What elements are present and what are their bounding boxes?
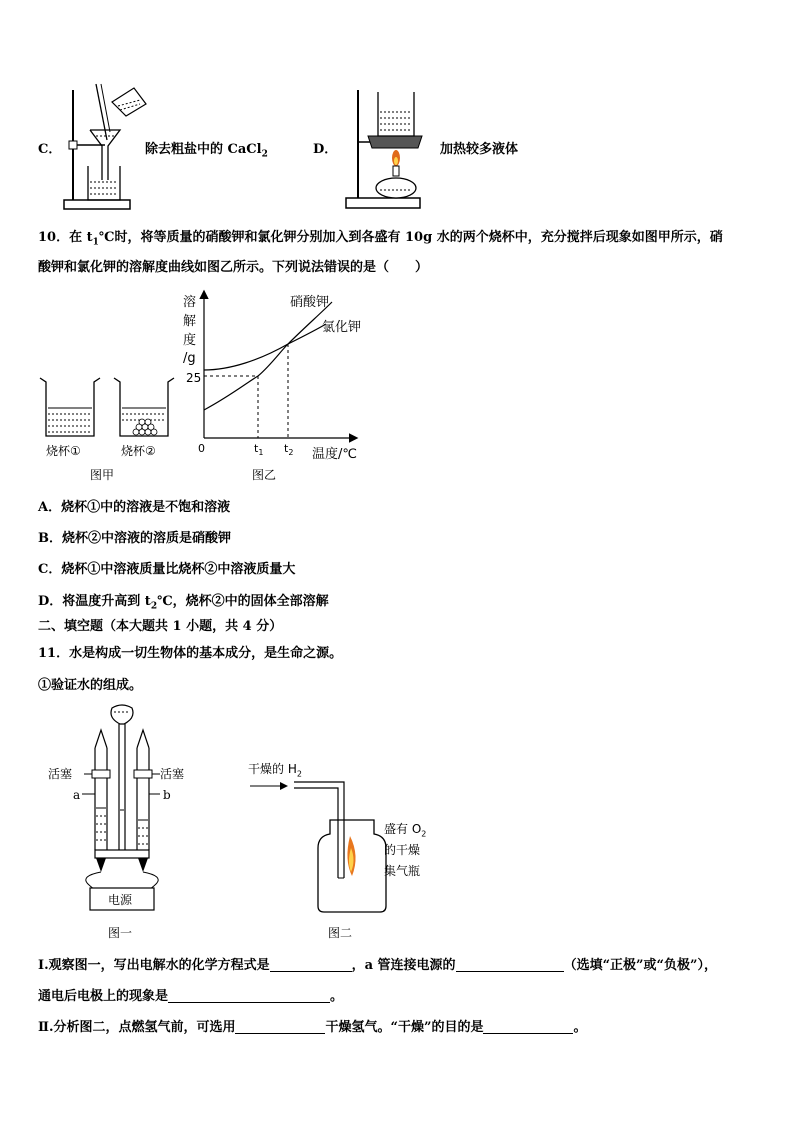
- q10-option-c: C．烧杯①中溶液质量比烧杯②中溶液质量大: [38, 562, 296, 577]
- option-c-text: 除去粗盐中的 CaCl$_2$: [145, 142, 268, 160]
- option-d-letter: D．: [313, 142, 338, 157]
- ylabel-char: /g: [183, 351, 196, 366]
- beaker2-label: 烧杯②: [121, 444, 156, 458]
- t1-label: $t_1$: [254, 442, 264, 457]
- filtration-apparatus-figure: [60, 82, 152, 214]
- figure1-caption: 图一: [108, 926, 133, 940]
- q10-option-d: D．将温度升高到 $t_2℃$，烧杯②中的固体全部溶解: [38, 594, 329, 612]
- section-heading: 二、填空题（本大题共 1 小题，共 4 分）: [38, 619, 283, 634]
- part2-line: Ⅱ.分析图二，点燃氢气前，可选用 干燥氢气。“干燥”的目的是 。: [38, 1020, 587, 1035]
- solubility-chart: [180, 286, 380, 466]
- q10-option-b: B．烧杯②中溶液的溶质是硝酸钾: [38, 531, 231, 546]
- beaker1-label: 烧杯①: [46, 444, 81, 458]
- q10-stem-line1: 10．在 $t_1℃$时，将等质量的硝酸钾和氯化钾分别加入到各盛有 10g 水的两个烧杯中，充分搅拌后现象如图甲所示，硝: [38, 230, 723, 248]
- x-axis-label: 温度/℃: [312, 447, 357, 462]
- electrolysis-apparatus-figure: [40, 700, 210, 916]
- gas-label: 干燥的 $H_2$: [248, 762, 302, 779]
- option-c-letter: C．: [38, 142, 62, 157]
- figure-yi-caption: 图乙: [252, 468, 277, 482]
- series-kno3-label: 硝酸钾: [290, 295, 330, 310]
- q10-option-a: A．烧杯①中的溶液是不饱和溶液: [38, 500, 231, 515]
- q10-stem-line2: 酸钾和氯化钾的溶解度曲线如图乙所示。下列说法错误的是（ ）: [38, 260, 429, 275]
- valve-right-label: 活塞: [160, 767, 185, 781]
- ylabel-char: 解: [183, 314, 197, 329]
- bottle-label-line2: 的干燥: [384, 843, 421, 857]
- figure-jia-beakers: [36, 374, 186, 440]
- q11-stem: 11．水是构成一切生物体的基本成分，是生命之源。: [38, 646, 343, 661]
- series-kcl-label: 氯化钾: [322, 320, 362, 335]
- ylabel-char: 度: [183, 333, 197, 348]
- power-label: 电源: [108, 893, 133, 907]
- answer-blank-equation[interactable]: [270, 957, 352, 972]
- origin-label: 0: [198, 442, 205, 455]
- bottle-label-line3: 集气瓶: [384, 864, 421, 878]
- part1-line1: Ⅰ.观察图一，写出电解水的化学方程式是 ，a 管连接电源的 （选填“正极”或“负极”），: [38, 958, 717, 973]
- part1-line2: 通电后电极上的现象是 。: [38, 989, 344, 1004]
- q11-sub1: ①验证水的组成。: [38, 678, 143, 693]
- y-tick-25: 25: [186, 371, 202, 385]
- valve-left-label: 活塞: [48, 767, 73, 781]
- series-kno3-curve: [204, 302, 332, 410]
- figure-jia-caption: 图甲: [90, 468, 115, 482]
- ylabel-char: 溶: [183, 295, 197, 310]
- answer-blank-phenomenon[interactable]: [168, 988, 330, 1003]
- heating-apparatus-figure: [340, 84, 436, 214]
- answer-blank-purpose[interactable]: [483, 1019, 573, 1034]
- answer-blank-electrode[interactable]: [456, 957, 564, 972]
- series-kcl-curve: [204, 324, 326, 370]
- answer-blank-desiccant[interactable]: [235, 1019, 325, 1034]
- t2-label: $t_2$: [284, 442, 294, 457]
- tube-a-label: a: [73, 788, 81, 802]
- figure2-caption: 图二: [328, 926, 353, 940]
- option-d-text: 加热较多液体: [440, 142, 519, 157]
- bottle-label-line1: 盛有 $O_2$: [384, 822, 427, 839]
- tube-b-label: b: [163, 788, 171, 802]
